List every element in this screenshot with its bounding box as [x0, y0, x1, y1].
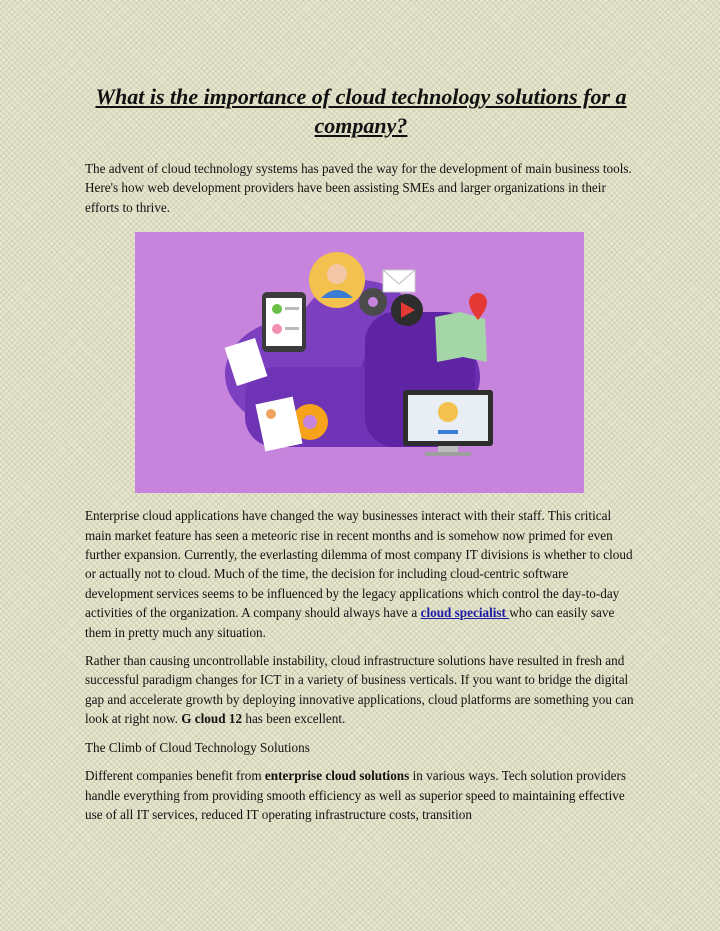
page-title: What is the importance of cloud technology solutions for a company? [95, 84, 627, 138]
cloud-specialist-link[interactable]: cloud specialist [420, 605, 510, 621]
envelope-icon [383, 270, 415, 292]
bold-phrase: enterprise cloud solutions [264, 768, 410, 784]
tablet-icon [262, 292, 306, 352]
body-paragraph: Enterprise cloud applications have changed the way businesses interact with their staff. This critical main market feature has seen a meteoric rise in recent months and is somehow now primed for even further expansion. Currently, the everlasting dilemma of most company IT divisions is whether to cloud or actually not to cloud. Much of the time, the decision for including cloud-centric software development services seems to be influenced by the legacy applications which control the day-to-day activities of the organization. A company should always have a cloud specialist who can easily save them in pretty much any situation. [85, 508, 633, 640]
document-page [85, 82, 637, 824]
bold-phrase: G cloud 12 [181, 711, 243, 727]
avatar-icon [309, 252, 365, 308]
hero-image [135, 232, 584, 493]
map-icon [435, 293, 487, 362]
intro-paragraph: The advent of cloud technology systems has paved the way for the development of main business tools. Here's how web development providers have been assisting SMEs and larger organizations in their efforts to thrive. [85, 161, 632, 215]
body-paragraph: Rather than causing uncontrollable instability, cloud infrastructure solutions have resulted in fresh and successful paradigm changes for ICT in a variety of business verticals. If you want to bridge the digital gap and accelerate growth by deploying innovative applications, cloud platforms are something you can look at right now. G cloud 12 has been excellent. [85, 653, 634, 727]
body-paragraph: Different companies benefit from enterprise cloud solutions in various ways. Tech solution providers handle everything from providing smooth efficiency as well as superior speed to maintaining effective use of all IT services, reduced IT operating infrastructure costs, transition [85, 768, 627, 822]
play-icon [391, 294, 423, 326]
section-heading: The Climb of Cloud Technology Solutions [85, 739, 310, 755]
